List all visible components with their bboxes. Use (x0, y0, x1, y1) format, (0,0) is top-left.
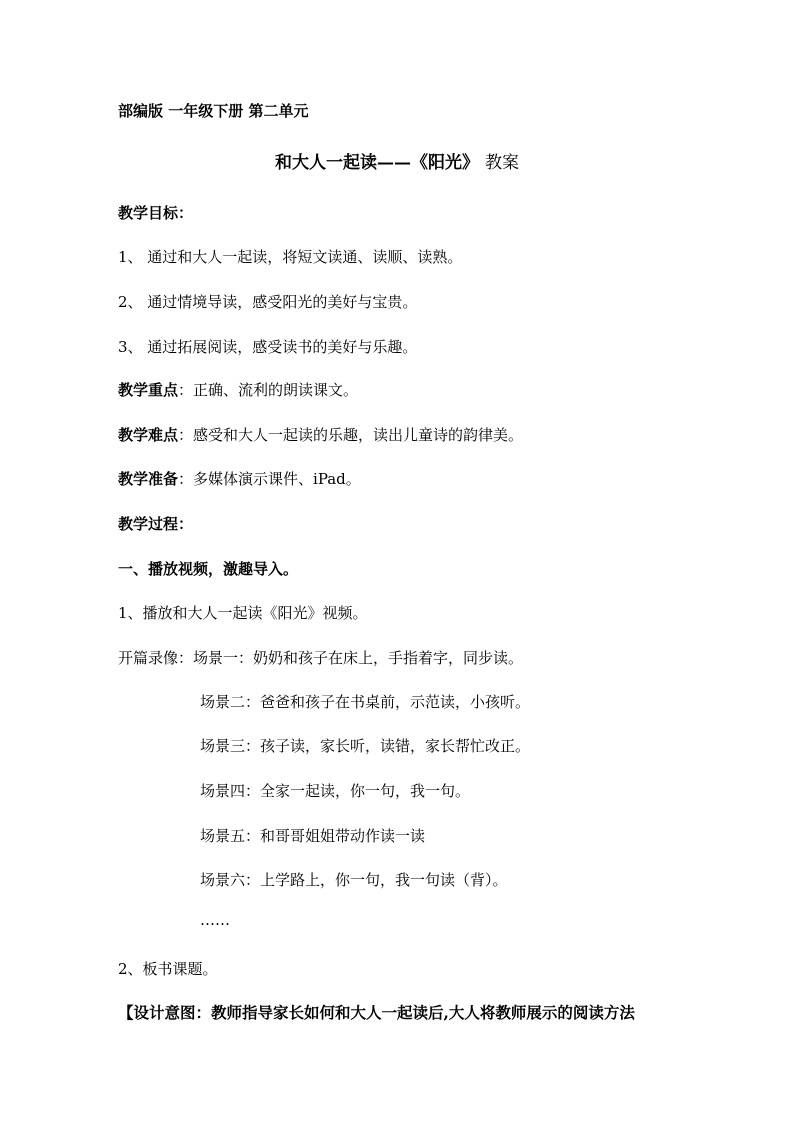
scene-6: 场景六：上学路上，你一句，我一句读（背）。 (200, 871, 508, 889)
process-step-2: 2、板书课题。 (118, 960, 218, 978)
scene-1: 场景一：奶奶和孩子在床上，手指着字，同步读。 (193, 649, 524, 667)
scene-2: 场景二：爸爸和孩子在书桌前，示范读，小孩听。 (200, 693, 531, 711)
process-heading: 教学过程： (118, 515, 194, 533)
scene-ellipsis: …… (200, 911, 230, 929)
lesson-title (0, 152, 794, 174)
objective-item-1: 1、 通过和大人一起读，将短文读通、读顺、读熟。 (118, 248, 463, 266)
section1-heading: 一、播放视频，激趣导入。 (118, 560, 299, 578)
process-step-1: 1、播放和大人一起读《阳光》视频。 (118, 604, 368, 622)
preparation-label: 教学准备 (118, 470, 179, 488)
objectives-heading: 教学目标： (118, 204, 194, 222)
objective-item-2: 2、 通过情境导读，感受阳光的美好与宝贵。 (118, 293, 418, 311)
edition-header: 部编版 一年级下册 第二单元 (118, 102, 309, 120)
scene-5: 场景五：和哥哥姐姐带动作读一读 (200, 827, 426, 845)
scene-3: 场景三：孩子读，家长听，读错，家长帮忙改正。 (200, 737, 531, 755)
key-point-text: ：正确、流利的朗读课文。 (178, 381, 359, 399)
key-point-label: 教学重点 (118, 381, 179, 399)
difficulty-text: ：感受和大人一起读的乐趣，读出儿童诗的韵律美。 (178, 426, 524, 444)
difficulty-label: 教学难点 (118, 426, 179, 444)
recording-label: 开篇录像： (118, 649, 194, 667)
lesson-title-suffix: 教案 (484, 153, 519, 173)
preparation (118, 469, 361, 489)
preparation-text: ：多媒体演示课件、iPad。 (178, 470, 361, 488)
difficulty (118, 425, 523, 445)
recording-line (118, 648, 523, 668)
key-point (118, 380, 358, 400)
design-intent: 【设计意图：教师指导家长如何和大人一起读后,大人将教师展示的阅读方法 (118, 1003, 635, 1022)
scene-4: 场景四：全家一起读，你一句，我一句。 (200, 782, 471, 800)
objective-item-3: 3、 通过拓展阅读，感受读书的美好与乐趣。 (118, 338, 418, 356)
lesson-title-main: 和大人一起读——《阳光》 (275, 153, 480, 173)
